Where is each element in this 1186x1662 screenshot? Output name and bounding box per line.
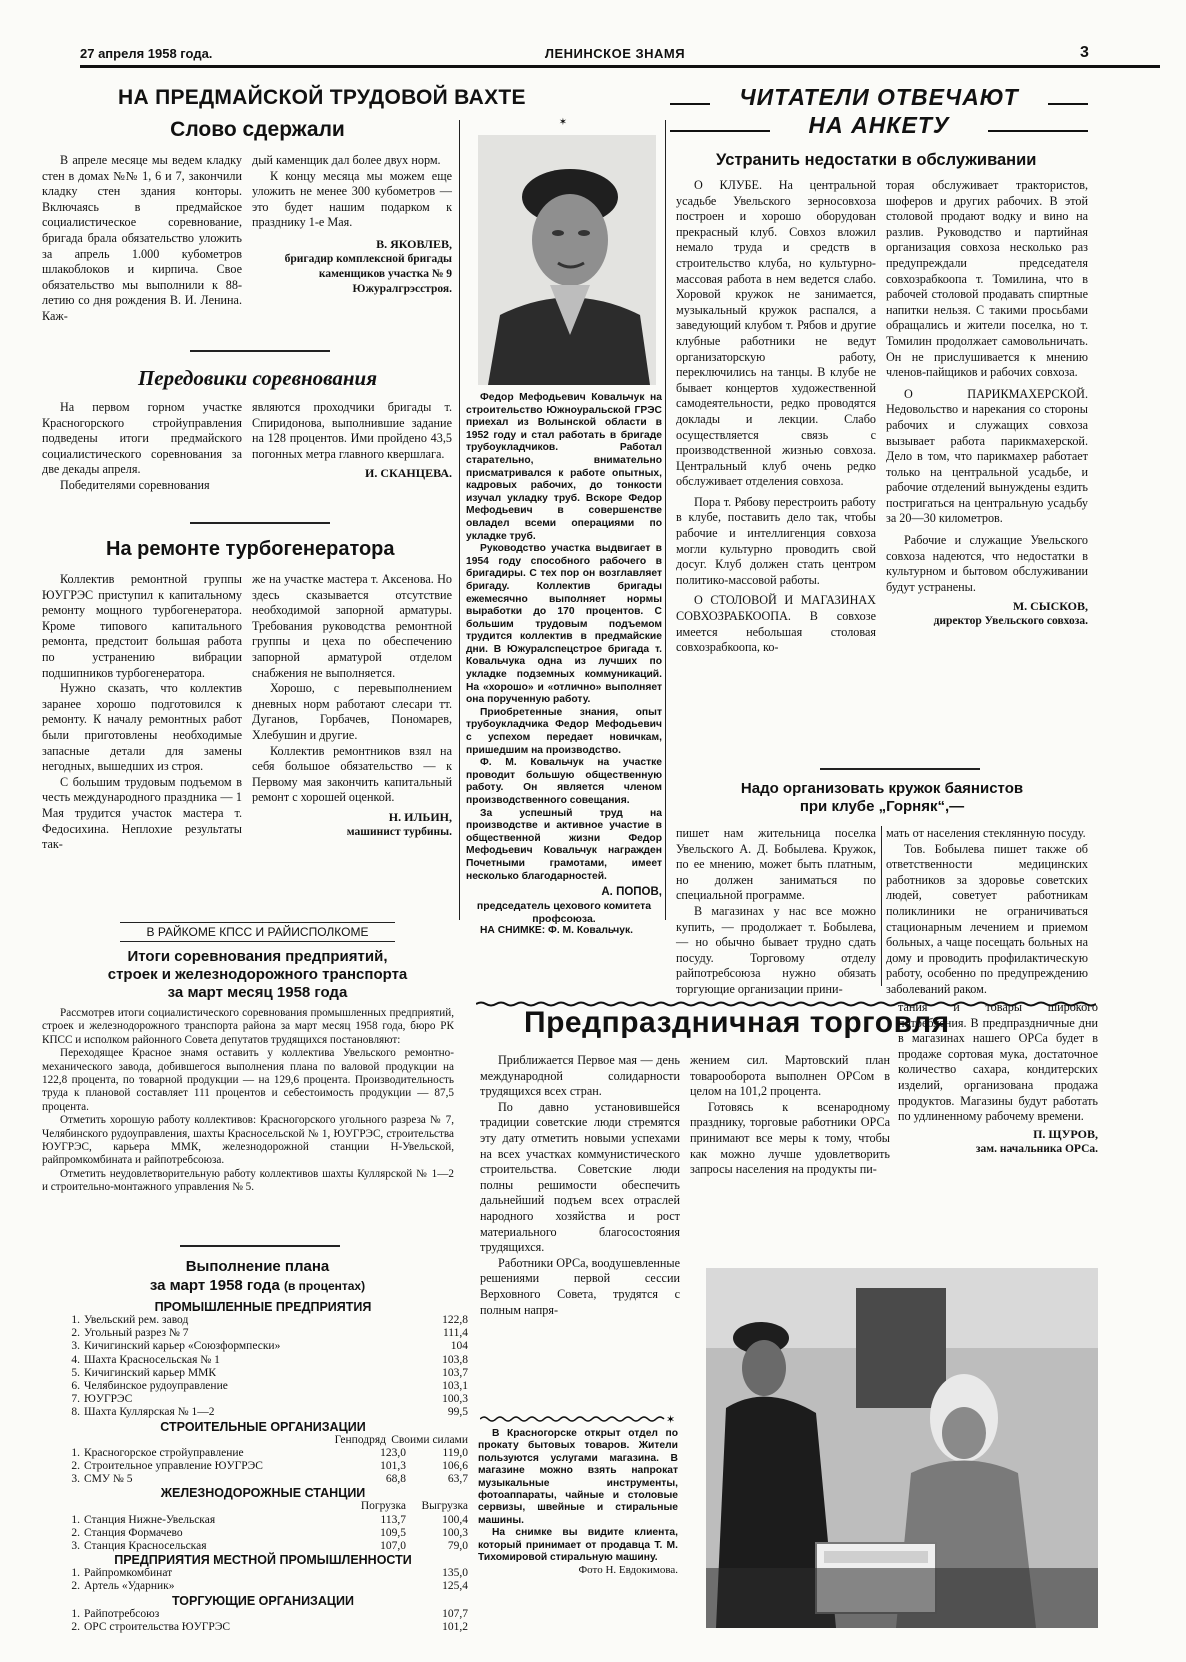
plan-cell-v2: 103,1: [442, 1380, 468, 1393]
article1-text: В апреле месяце мы ведем кладку стен в домах №№ 1, 6 и 7, закончили кладку стен здания конторы. Включаясь в предмайское социалистическое соревнование, бригада брала обязательство уложить за апрель 1.000 кубометров шлакоблоков и кирпича. Свое обязательство мы выполнили к 88-летию со дня рождения В. И. Ленина. Каж-: [42, 153, 242, 323]
article2-text: Победителями соревнования: [60, 477, 210, 492]
plan-cell-v1: 107,0: [380, 1540, 406, 1553]
readers-rubric: НА АНКЕТУ: [808, 112, 950, 138]
plan-section-title: ТОРГУЮЩИЕ ОРГАНИЗАЦИИ: [171, 1593, 355, 1608]
divider: [190, 350, 330, 352]
plan-cell-n: 2.: [71, 1620, 80, 1633]
plan-cell-v2: 103,8: [442, 1353, 468, 1366]
divider: [180, 1245, 340, 1247]
plan-section-title: ПРЕДПРИЯТИЯ МЕСТНОЙ ПРОМЫШЛЕННОСТИ: [114, 1553, 412, 1568]
divider: [190, 522, 330, 524]
column-rule: [459, 120, 460, 920]
plan-table-row: [58, 1447, 468, 1460]
plan-cell-v2: 100,3: [442, 1526, 468, 1539]
portrait-photo: [478, 135, 656, 385]
plan-table-row: [58, 1567, 468, 1580]
raikom-rubric: В РАЙКОМЕ КПСС И РАЙИСПОЛКОМЕ: [146, 925, 369, 939]
plan-cell-name: ЮУГРЭС: [84, 1393, 133, 1406]
star-ornament-icon: ✶: [558, 117, 568, 128]
plan-cell-v2: 99,5: [447, 1406, 468, 1419]
readers-text: Рабочие и служащие Увельского совхоза надеются, что недостатки в культурном и бытовом обслуживании будут устранены.: [886, 533, 1088, 594]
plan-cell-v2: 119,0: [442, 1446, 468, 1459]
plan-cell-n: 8.: [71, 1406, 80, 1419]
trade-text: Приближается Первое мая — день международной солидарности трудящихся всех стран.: [480, 1053, 680, 1099]
plan-cell-name: Шахта Красносельская № 1: [84, 1353, 220, 1366]
plan-cell-name: Райпромкомбинат: [84, 1567, 173, 1580]
store-note-text: На снимке вы видите клиента, который принимает от продавца Т. М. Тихомировой стиральную машину.: [478, 1527, 678, 1564]
bayan-text: Тов. Бобылева пишет также об ответственности медицинских работников за здоровье советских людей, советует работникам поликлиники не ограничиваться стационарным лечением и приемом больных, а чаще посещать больных на дому и проводить профилактическую работу, особенно по предупреждению заболеваний раком.: [886, 841, 1088, 996]
plan-cell-n: 1.: [71, 1314, 80, 1326]
trade-text: По давно установившейся традиции советские люди стремятся эту дату отметить новыми успехами на всех участках коммунистического строительства. Советские люди полны решимости обеспечить дальнейший подъем всех отраслей народного хозяйства и рост материального благосостояния трудящихся.: [480, 1099, 680, 1255]
wavy-rule: [476, 994, 1096, 998]
plan-title-line: за март 1958 года: [149, 1277, 280, 1294]
plan-cell-name: Красногорское стройуправление: [84, 1446, 244, 1459]
article3-text: Коллектив ремонтников взял на себя большое обязательство — к Первому мая закончить капитальный ремонт с хорошей оценкой.: [252, 743, 452, 805]
plan-cell-n: 3.: [71, 1540, 80, 1553]
trade-text: Работники ОРСа, воодушевленные решениями первой сессии Верховного Совета, трудятся с полным напря-: [480, 1255, 680, 1317]
bayan-text: мать от населения стеклянную посуду.: [886, 826, 1086, 840]
plan-table-row: [58, 1314, 468, 1327]
plan-cell-v2: 103,7: [442, 1366, 468, 1379]
issue-date: 27 апреля 1958 года.: [80, 46, 213, 61]
raikom-title: [60, 948, 455, 1002]
plan-table-row: [58, 1354, 468, 1367]
plan-table: [58, 1300, 468, 1634]
plan-cell-v2: 104: [450, 1340, 468, 1353]
raikom-paragraph: Рассмотрев итоги социалистического соревнования промышленных предприятий, строек и железнодорожного транспорта района за март месяц 1958 года, бюро РК КПСС и исполком районного Совета депутатов трудящихся постановляют:: [42, 1007, 454, 1046]
plan-cell-name: Станция Красносельская: [84, 1540, 207, 1553]
trade-text: жением сил. Мартовский план товарооборота выполнен ОРСом в целом на 101,2 процента.: [690, 1053, 890, 1099]
portrait-text: Руководство участка выдвигает в 1954 году способного рабочего в бригадиры. С тех пор он возглавляет бригаду. Коллектив бригады ежемесячно выполняет нормы выработки до 170 процентов. С большим трудовым подъемом трудится коллектив в предмайские дни. В Южуралспецстрое бригада т. Ковальчука одна из лучших по укладке подземных коммуникаций. На «хорошо» и «отлично» выполняет она порученную работу.: [466, 543, 662, 706]
plan-col-headers: [58, 1434, 468, 1447]
plan-section-title: ЖЕЛЕЗНОДОРОЖНЫЕ СТАНЦИИ: [160, 1486, 366, 1501]
plan-table-row: [58, 1473, 468, 1486]
plan-cell-v1: 113,7: [380, 1513, 406, 1526]
plan-cell-v2: 100,4: [442, 1513, 468, 1526]
plan-cell-v1: [344, 1340, 406, 1353]
plan-cell-name: Строительное управление ЮУГРЭС: [84, 1460, 263, 1473]
readers-author: М. СЫСКОВ,: [1012, 599, 1088, 614]
trade-col2: [690, 1053, 890, 1178]
plan-cell-n: 2.: [71, 1327, 80, 1340]
plan-cell-name: Станция Формачево: [84, 1526, 183, 1539]
article2-col2: [252, 400, 452, 481]
plan-cell-name: ОРС строительства ЮУГРЭС: [84, 1620, 231, 1633]
plan-table-row: [58, 1327, 468, 1340]
article3-author-title: машинист турбины.: [346, 825, 452, 838]
bayan-text: В магазинах у нас все можно купить, — продолжает т. Бобылева, — но обычно бывает трудно сдать посуду. Торговому отделу райпотребсоюза нужно обязать торгующие организации прини-: [676, 903, 876, 996]
plan-col-header: Генподряд: [334, 1433, 386, 1446]
plan-cell-n: 3.: [71, 1473, 80, 1486]
plan-col-header: Своими силами: [391, 1433, 468, 1446]
portrait-text: За успешный труд на производстве и активное участие в общественной жизни Федор Мефодьевич Ковальчук награжден Почетными грамотами, имеет несколько благодарностей.: [466, 807, 662, 882]
plan-cell-v2: 135,0: [442, 1567, 468, 1580]
plan-cell-v1: [344, 1354, 406, 1367]
bayan-col2: [886, 826, 1088, 998]
raikom-title-line: строек и железнодорожного транспорта: [107, 966, 408, 983]
raikom-title-line: Итоги соревнования предприятий,: [127, 948, 388, 965]
raikom-paragraph: Переходящее Красное знамя оставить у коллектива Увельского ремонтно-механического завода, добившегося выполнения плана по валовой продукции на 122,8 процента, по товарной продукции — на 129,6 процента. Производительность труда к плановой составляет 111 процентов и себестоимость продукции — 87,5 процента.: [42, 1047, 454, 1113]
raikom-paragraph: Отметить неудовлетворительную работу коллективов шахты Куллярской № 1—2 и строительно-монтажного управления № 5.: [42, 1167, 454, 1194]
plan-cell-v1: [344, 1567, 406, 1580]
article3-text: Коллектив ремонтной группы ЮУГРЭС приступил к капитальному ремонту мощного турбогенератора. Кроме типового капитального ремонта, предстоит большая работа по устранению вибрации подшипников турбогенератора.: [42, 572, 242, 680]
divider: [120, 922, 395, 923]
trade-author-title: зам. начальника ОРСа.: [975, 1142, 1098, 1155]
plan-table-row: [58, 1540, 468, 1553]
portrait-author: А. ПОПОВ,: [601, 886, 662, 899]
plan-cell-v2: 122,8: [442, 1314, 468, 1326]
plan-cell-v1: 123,0: [380, 1446, 406, 1459]
readers-title: Устранить недостатки в обслуживании: [716, 151, 1037, 169]
plan-col-header: Погрузка: [360, 1500, 406, 1513]
readers-text: Пора т. Рябову перестроить работу в клубе, поставить дело так, чтобы рабочие и интеллигенция совхоза могли культурно проводить свой досуг. Клуб должен стать центром политико-массовой работы.: [676, 494, 876, 587]
plan-cell-v2: 100,3: [442, 1393, 468, 1406]
plan-cell-v1: [344, 1367, 406, 1380]
plan-cell-v2: 101,2: [442, 1620, 468, 1633]
plan-cell-n: 7.: [71, 1393, 80, 1406]
trade-text: тания и товары широкого потребления. В предпраздничные дни в магазинах нашего ОРСа будет в продаже сортовая мука, достаточное количество сахара, кондитерских изделий, организована продажа продуктов. Магазины будут работать по удлиненному рабочему времени.: [898, 1000, 1098, 1124]
plan-cell-name: Артель «Ударник»: [84, 1580, 175, 1593]
article1-col1: [42, 153, 242, 325]
plan-cell-name: Челябинское рудоуправление: [84, 1380, 228, 1393]
article2-title: Передовики соревнования: [137, 366, 378, 390]
plan-cell-name: СМУ № 5: [84, 1473, 133, 1486]
column-rule: [665, 120, 666, 920]
readers-rubric: ЧИТАТЕЛИ ОТВЕЧАЮТ: [739, 84, 1019, 110]
plan-cell-v1: [344, 1380, 406, 1393]
divider: [120, 941, 395, 942]
portrait-text: Приобретенные знания, опыт трубоукладчика Федор Мефодьевич с успехом передает новичкам, пришедшим на производство.: [466, 706, 662, 756]
readers-text: О СТОЛОВОЙ И МАГАЗИНАХ СОВХОЗРАБКООПА. В совхозе имеется небольшая столовая совхозрабкоопа, ко-: [676, 593, 876, 655]
article2-text: На первом горном участке Красногорского стройуправления подведены итоги предмайского социалистического соревнования за две декады апреля.: [42, 400, 242, 477]
column-rule: [881, 826, 882, 986]
plan-cell-n: 1.: [71, 1446, 80, 1459]
readers-author-title: директор Увельского совхоза.: [933, 615, 1088, 628]
plan-table-row: [58, 1380, 468, 1393]
plan-table-row: [58, 1580, 468, 1593]
store-photo: [706, 1268, 1098, 1628]
plan-cell-n: 1.: [71, 1567, 80, 1580]
portrait-author-title: председатель цехового комитета профсоюза.: [476, 900, 652, 925]
plan-cell-v2: 106,6: [442, 1460, 468, 1473]
portrait-text: Федор Мефодьевич Ковальчук на строительство Южноуральской ГРЭС приехал из Волынской области в 1952 году и стал работать в бригаде трубоукладчиков. Работал старательно, внимательно присматривался к работе опытных, кадровых рабочих, до тонкости изучал укладку труб. Вскоре Федор Мефодьевич в совершенстве овладел всеми операциями по укладке труб.: [466, 392, 662, 542]
trade-col3: [898, 1000, 1098, 1157]
portrait-caption: [466, 392, 662, 938]
readers-text: О ПАРИКМАХЕРСКОЙ. Недовольство и нарекания со стороны рабочих и служащих совхоза вызывает работа парикмахерской. Дело в том, что парикмахер работает только на центральной усадьбе, и рабочие отделений вынуждены ездить постригаться на центральную усадьбу за 20—30 километров.: [886, 386, 1088, 526]
plan-cell-v1: [344, 1314, 406, 1327]
plan-cell-name: Кичигинский карьер ММК: [84, 1366, 217, 1379]
plan-cell-n: 4.: [71, 1353, 80, 1366]
article2-col1: [42, 400, 242, 494]
plan-col-header: Выгрузка: [421, 1500, 468, 1513]
article1-title: Слово сдержали: [170, 118, 345, 141]
plan-cell-v2: 79,0: [447, 1540, 468, 1553]
portrait-photo-note: НА СНИМКЕ: Ф. М. Ковальчук.: [480, 925, 634, 937]
star-ornament-icon: ✶: [666, 1414, 676, 1424]
plan-table-row: [58, 1514, 468, 1527]
plan-cell-name: Шахта Куллярская № 1—2: [84, 1406, 215, 1419]
trade-title: Предпраздничная торговля: [524, 1006, 950, 1039]
plan-cell-n: 2.: [71, 1526, 80, 1539]
plan-cell-name: Кичигинский карьер «Союзформпески»: [84, 1340, 281, 1353]
plan-cell-v1: 109,5: [380, 1526, 406, 1539]
article3-col2: [252, 572, 452, 840]
plan-col-headers: [58, 1500, 468, 1513]
plan-cell-n: 2.: [71, 1580, 80, 1593]
store-note: [478, 1428, 678, 1577]
plan-cell-n: 6.: [71, 1380, 80, 1393]
plan-cell-v2: 63,7: [447, 1473, 468, 1486]
raikom-text: [42, 1007, 454, 1195]
readers-text: торая обслуживает трактористов, шоферов и других рабочих. В этой столовой продают водку и вино на разлив. Руководство и партийная организация совхоза несколько раз предупреждали председателя совхозрабкоопа т. Томилина, что в рабочей столовой продавать спиртные напитки нельзя. С такими просьбами обращались и жители поселка, но т. Томилин продолжает самовольничать. Он не прислушивается к мнению членов-пайщиков и рабочих совхоза.: [886, 178, 1088, 380]
portrait-illustration: [478, 135, 656, 385]
article1-author: В. ЯКОВЛЕВ,: [376, 236, 452, 251]
portrait-text: Ф. М. Ковальчук на участке проводит большую общественную работу. Он является членом производственного совещания.: [466, 757, 662, 806]
plan-cell-v1: 68,8: [385, 1473, 406, 1486]
plan-cell-v1: [344, 1608, 406, 1621]
article1-text: К концу месяца мы можем еще уложить не менее 300 кубометров — это будет нашим подарком к празднику 1-е Мая.: [252, 168, 452, 230]
plan-cell-v1: 101,3: [380, 1460, 406, 1473]
bayan-title-line: при клубе „Горняк“,—: [799, 798, 965, 815]
article3-text: Хорошо, с перевыполнением дневных норм работают слесари тт. Дуганов, Горбачев, Пономарев, Хлебушин и другие.: [252, 681, 452, 742]
article3-text: С большим трудовым подъемом в честь международного праздника — 1 Мая трудится участок мастера т. Федосихина. Неплохие результаты так-: [42, 774, 242, 852]
paper-name: ЛЕНИНСКОЕ ЗНАМЯ: [544, 46, 686, 61]
plan-cell-name: Угольный разрез № 7: [84, 1327, 189, 1340]
plan-cell-name: Станция Нижне-Увельская: [84, 1513, 216, 1526]
trade-author: П. ЩУРОВ,: [1033, 1126, 1098, 1141]
plan-section-title: СТРОИТЕЛЬНЫЕ ОРГАНИЗАЦИИ: [160, 1419, 366, 1434]
plan-cell-n: 3.: [71, 1340, 80, 1353]
plan-cell-v1: [344, 1406, 406, 1419]
bayan-col1: [676, 826, 876, 998]
raikom-title-line: за март месяц 1958 года: [167, 984, 348, 1001]
plan-title: [60, 1257, 455, 1296]
plan-cell-v2: 111,4: [442, 1327, 468, 1340]
wavy-line: [480, 1414, 680, 1424]
plan-section-title: ПРОМЫШЛЕННЫЕ ПРЕДПРИЯТИЯ: [154, 1300, 372, 1314]
plan-cell-v1: [344, 1393, 406, 1406]
readers-col2: [886, 178, 1088, 629]
page-number: 3: [1080, 44, 1089, 61]
plan-cell-n: 2.: [71, 1460, 80, 1473]
article3-col1: [42, 572, 242, 853]
trade-text: Готовясь к всенародному празднику, торговые работники ОРСа принимают все меры к тому, чтобы как можно лучше удовлетворить запросы населения на продукты пи-: [690, 1099, 890, 1177]
plan-cell-n: 1.: [71, 1513, 80, 1526]
raikom-paragraph: Отметить хорошую работу коллективов: Красногорского угольного разреза № 7, Челябинского рудоуправления, шахты Красносельской № 1, ЮУГРЭС, строительства ЮУГРЭС, карьера ММК, железнодорожной станции Н-Увельской, райпромкомбината и райпотребсоюза.: [42, 1114, 454, 1167]
article1-text: дый каменщик дал более двух норм.: [252, 153, 441, 167]
plan-title-line: Выполнение плана: [185, 1258, 330, 1275]
article1-col2: [252, 153, 452, 297]
trade-col1: [480, 1053, 680, 1318]
article2-text: являются проходчики бригады т. Спиридонова, выполнившие задание на 128 процентов. Ими пройдено 43,5 погонных метра главного квершлага.: [252, 400, 452, 461]
plan-cell-n: 5.: [71, 1366, 80, 1379]
plan-table-row: [58, 1406, 468, 1419]
bayan-text: пишет нам жительница поселка Увельского А. Д. Бобылева. Кружок, по ее мнению, может быть платным, но должен заниматься по специальной программе.: [676, 826, 876, 903]
masthead: [80, 44, 1160, 66]
plan-cell-v2: 107,7: [442, 1607, 468, 1620]
store-scene-illustration: [706, 1268, 1098, 1628]
note-rule: [480, 1411, 680, 1424]
bayan-title-line: Надо организовать кружок баянистов: [740, 780, 1024, 797]
store-note-text: В Красногорске открыт отдел по прокату бытовых товаров. Жители пользуются услугами магазина. В магазине можно взять напрокат музыкальные инструменты, фотоаппараты, чайные и столовые сервизы, швейные и стиральные машины.: [478, 1428, 678, 1526]
plan-table-row: [58, 1340, 468, 1353]
plan-table-row: [58, 1527, 468, 1540]
article3-title: На ремонте турбогенератора: [106, 538, 395, 560]
plan-title-unit: (в процентах): [283, 1279, 366, 1293]
plan-cell-n: 1.: [71, 1607, 80, 1620]
plan-table-row: [58, 1393, 468, 1406]
plan-table-row: [58, 1460, 468, 1473]
article1-author-title: бригадир комплексной бригады каменщиков участка № 9 Южуралгрэсстроя.: [284, 252, 452, 295]
plan-cell-name: Увельский рем. завод: [84, 1314, 189, 1326]
rubric-main: НА ПРЕДМАЙСКОЙ ТРУДОВОЙ ВАХТЕ: [118, 86, 526, 109]
plan-cell-v1: [344, 1621, 406, 1634]
plan-cell-v2: 125,4: [442, 1580, 468, 1593]
plan-table-row: [58, 1621, 468, 1634]
plan-cell-v1: [344, 1327, 406, 1340]
plan-cell-name: Райпотребсоюз: [84, 1607, 160, 1620]
article3-author: Н. ИЛЬИН,: [388, 809, 452, 824]
readers-col1: [676, 178, 876, 656]
readers-text: О КЛУБЕ. На центральной усадьбе Увельского зерносовхоза построен и хорошо оборудован прекрасный клуб. Совхоз вложил немало труда и средств в строительство клуба, но культурно-массовая работа в нем ведется слабо. Хоровой кружок не занимается, музыкальный кружок распался, а заведующий клубом т. Рябов и другие клубные работники не ведут организаторскую работу, переключились на танцы. В клубе не бывает концертов художественной самодеятельности, редко проводятся доклады и лекции. Слабо осуществляется связь с производственной жизнью совхоза. Центральный клуб очень редко обслуживает отделения совхоза.: [676, 178, 876, 489]
plan-table-row: [58, 1367, 468, 1380]
divider: [820, 768, 980, 770]
plan-cell-v1: [344, 1580, 406, 1593]
article3-text: же на участке мастера т. Аксенова. Но здесь сказывается отсутствие необходимой запорной арматуры. Требования руководства ремонтной группы и цеха по обеспечению запорной арматурой отделом снабжения не выполняется.: [252, 572, 452, 680]
photo-credit: Фото Н. Евдокимова.: [578, 1564, 678, 1577]
plan-table-row: [58, 1608, 468, 1621]
article2-author: И. СКАНЦЕВА.: [365, 466, 452, 481]
masthead-rule: [80, 65, 1160, 68]
article3-text: Нужно сказать, что коллектив заранее хорошо подготовился к ремонту. К началу ремонтных работ были приготовлены необходимые запасные детали для замены негодных, вышедших из строя.: [42, 681, 242, 774]
bayan-title: [672, 780, 1092, 816]
